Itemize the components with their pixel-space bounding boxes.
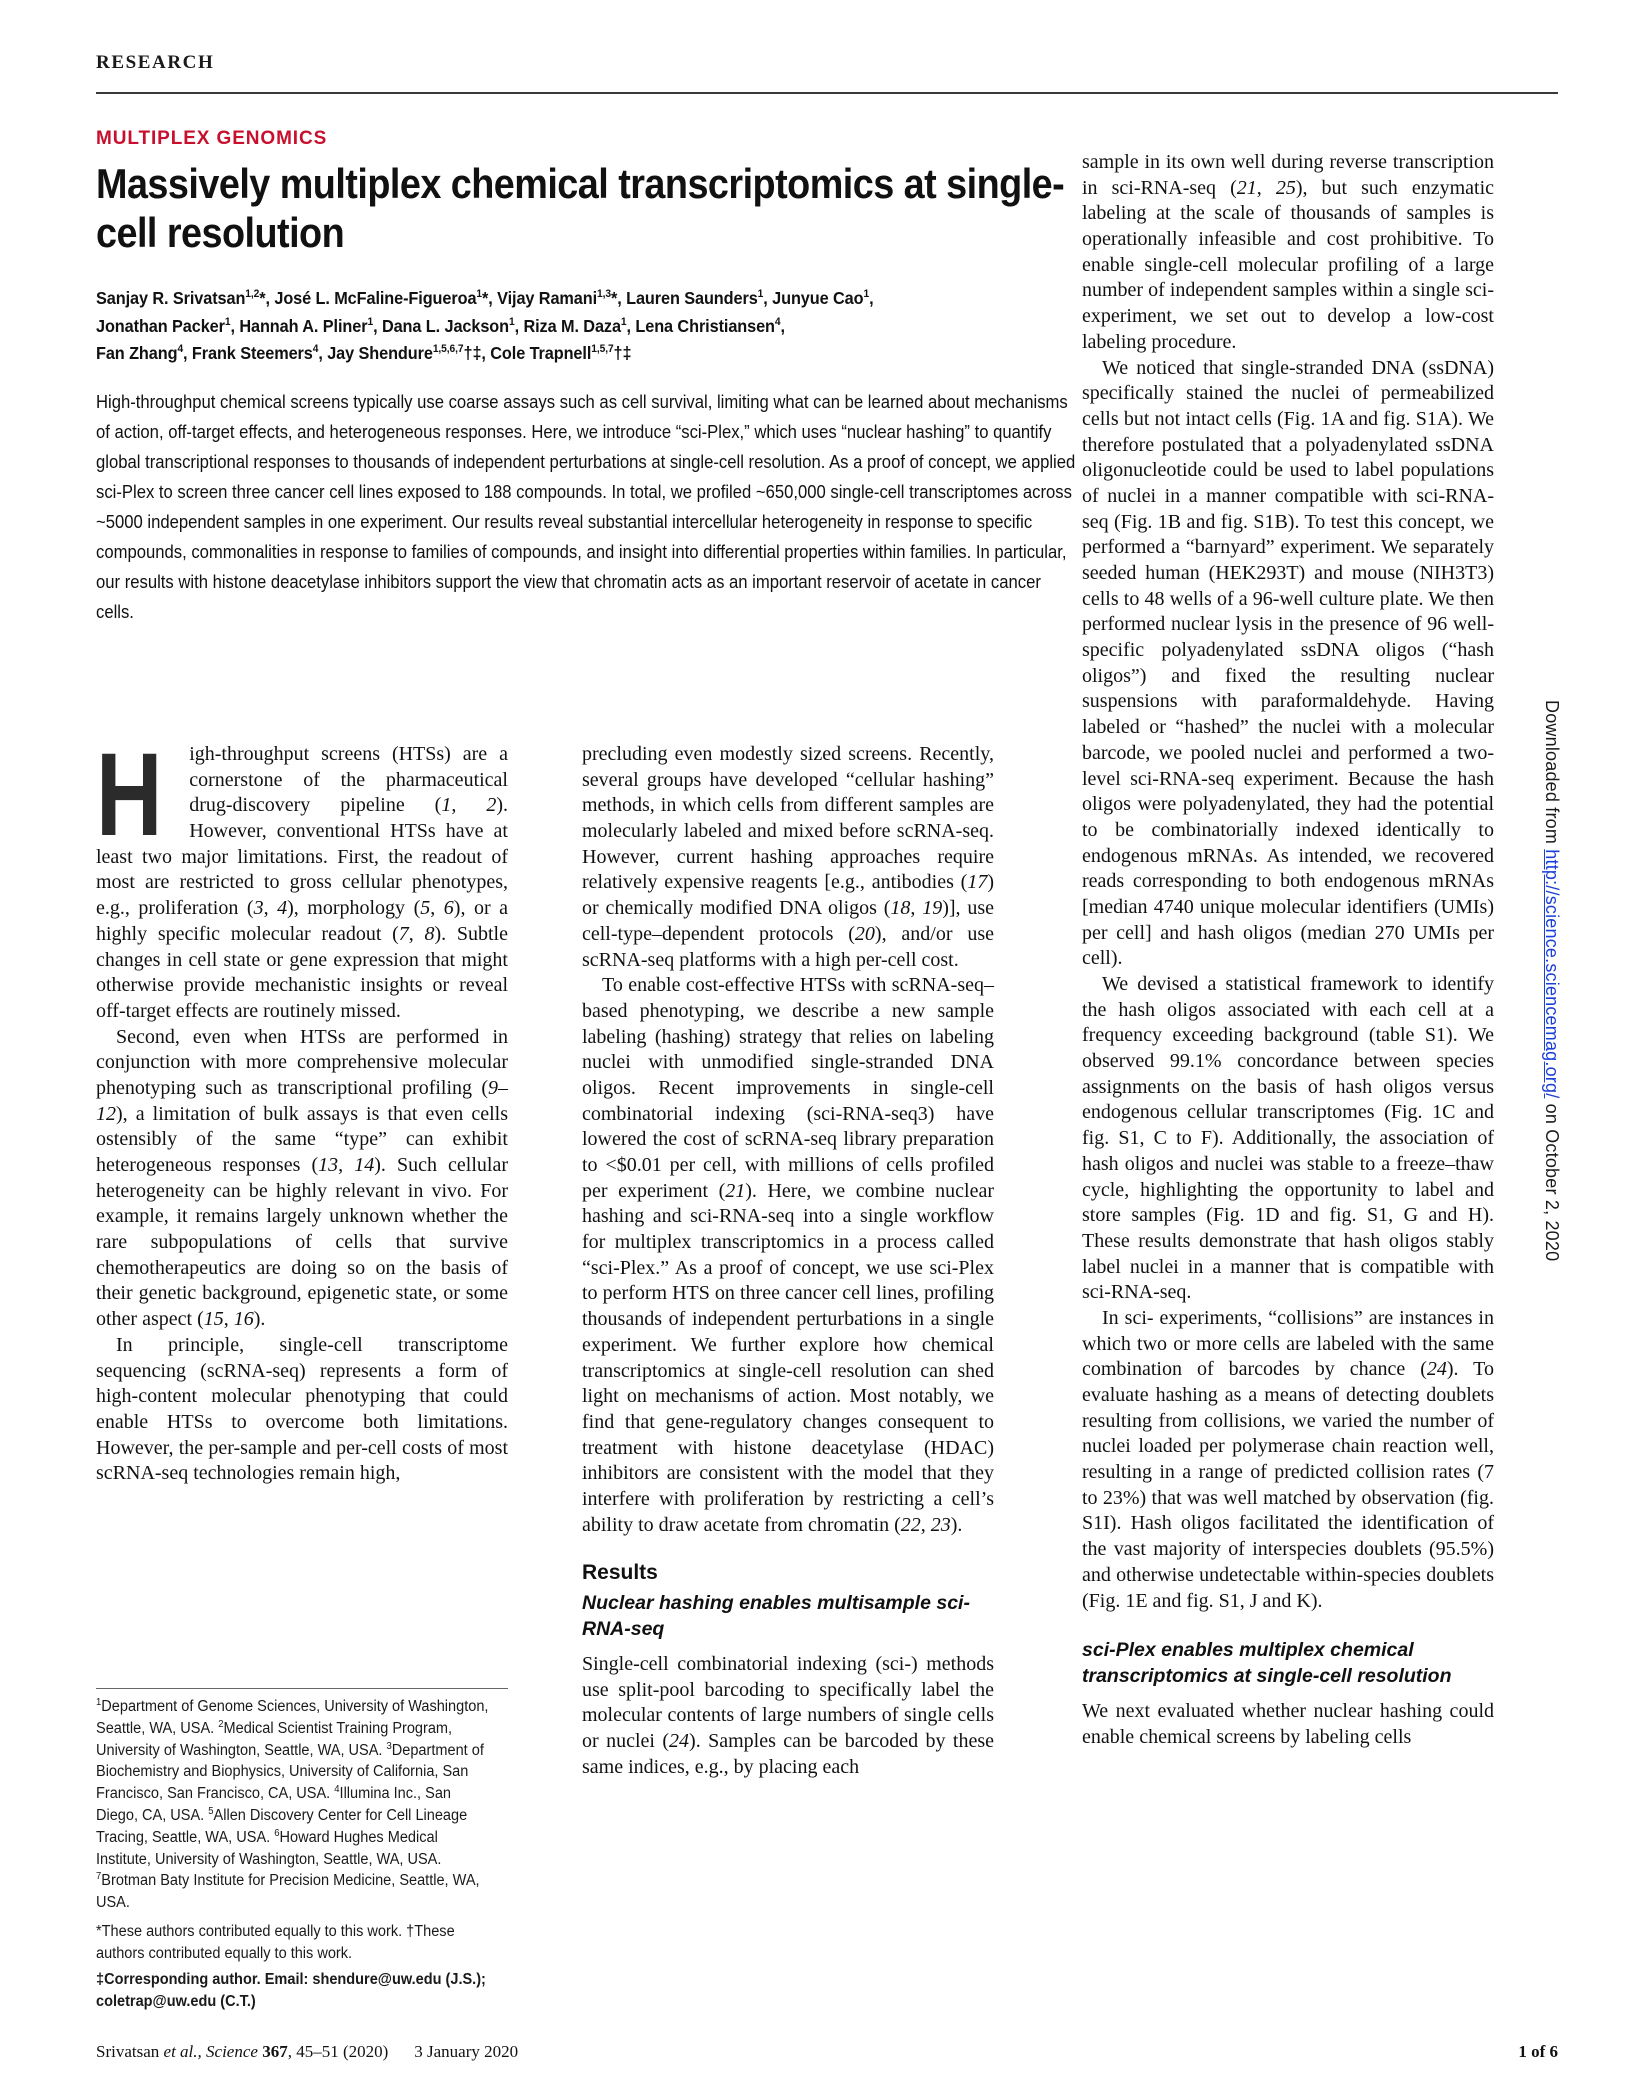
paragraph-text: igh-throughput screens (HTSs) are a cornerstone of the pharmaceutical drug-discovery pipeline (1, 2). However, conventional HTSs have at least two major limitations. First, the readout of most are restricted to gross cellular phenotypes, e.g., proliferation (3, 4), morphology (5, 6), or a highly specific molecular readout (7, 8). Subtle changes in cell state or gene expression that might otherwise provide mechanistic insights or reveal off-target effects are routinely missed. — [96, 743, 509, 1022]
author-list — [96, 285, 1081, 366]
footer-journal: , Science — [197, 2042, 263, 2061]
download-source-strip — [1540, 700, 1580, 1400]
paragraph — [582, 1652, 994, 1780]
paragraph-text: In principle, single-cell transcriptome sequencing (scRNA-seq) represents a form of high-content molecular phenotyping that could enable HTSs to overcome both limitations. However, the per-sample and per-cell costs of most scRNA-seq technologies remain high, — [96, 1333, 508, 1485]
paragraph — [582, 973, 994, 1538]
subsection-heading-sci-plex: sci-Plex enables multiplex chemical transcriptomics at single-cell resolution — [1082, 1639, 1452, 1687]
section-heading-results: Results — [582, 1561, 658, 1585]
download-prefix: Downloaded from — [1542, 700, 1562, 850]
article-header — [96, 128, 1081, 627]
author-line-3: Fan Zhang$^4$, Frank Steemers$^4$, Jay Shendure$^{1,5,6,7}$†‡, Cole Trapnell$^{1,5,7}$†‡ — [96, 342, 632, 363]
affiliation-list: $^1$Department of Genome Sciences, University of Washington, Seattle, WA, USA. $^2$Medical Scientist Training Program, University of Washington, Seattle, WA, USA. $^3$Department of Biochemistry and Biophysics, University of California, San Francisco, San Francisco, CA, USA. $^4$Illumina Inc., San Diego, CA, USA. $^5$Allen Discovery Center for Cell Lineage Tracing, Seattle, WA, USA. $^6$Howard Hughes Medical Institute, University of Washington, Seattle, WA, USA. $^7$Brotman Baty Institute for Precision Medicine, Seattle, WA, USA. — [96, 1697, 489, 1912]
section-category-label: MULTIPLEX GENOMICS — [96, 128, 328, 149]
equal-contribution-note: *These authors contributed equally to this work. †These authors contributed equally to this work. — [96, 1922, 455, 1962]
footer-author: Srivatsan — [96, 2042, 164, 2061]
running-head: RESEARCH — [96, 52, 215, 73]
download-source-text — [1541, 700, 1562, 1261]
page-title: Massively multiplex chemical transcriptomics at single-cell resolution — [96, 160, 1065, 256]
paragraph — [1082, 150, 1494, 356]
paragraph — [1082, 1306, 1494, 1614]
paragraph-text: Single-cell combinatorial indexing (sci-) methods use split-pool barcoding to specifically label the molecular contents of large numbers of single cells or nuclei (24). Samples can be barcoded by these same indices, e.g., by placing each — [582, 1652, 994, 1778]
paragraph — [1082, 356, 1494, 973]
body-column-3 — [1082, 150, 1494, 1990]
paragraph-text: sample in its own well during reverse transcription in sci-RNA-seq (21, 25), but such enzymatic labeling at the scale of thousands of samples is operationally infeasible and cost prohibitive. To enable single-cell molecular profiling of a large number of independent samples within a single sci- experiment, we set out to develop a low-cost labeling procedure. — [1082, 151, 1495, 353]
footer-pages: , 45–51 (2020) — [287, 2042, 389, 2061]
paragraph — [96, 729, 509, 1025]
paragraph-text: precluding even modestly sized screens. Recently, several groups have developed “cellular hashing” methods, in which cells from different samples are molecularly labeled and mixed before scRNA-seq. However, current hashing approaches require relatively expensive reagents [e.g., antibodies (17) or chemically modified DNA oligos (18, 19)], use cell-type–dependent protocols (20), and/or use scRNA-seq platforms with a high per-cell cost. — [582, 743, 995, 971]
footer-etal: et al. — [163, 2042, 198, 2061]
abstract: High-throughput chemical screens typically use coarse assays such as cell survival, limiting what can be learned about mechanisms of action, off-target effects, and heterogeneous responses. Here, we introduce “sci-Plex,” which uses “nuclear hashing” to quantify global transcriptional responses to thousands of independent perturbations at single-cell resolution. As a proof of concept, we applied sci-Plex to screen three cancer cell lines exposed to 188 compounds. In total, we profiled ~650,000 single-cell transcriptomes across ~5000 independent samples in one experiment. Our results reveal substantial intercellular heterogeneity in response to specific compounds, commonalities in response to families of compounds, and insight into differential properties within families. In particular, our results with histone deacetylase inhibitors support the view that chromatin acts as an important reservoir of acetate in cancer cells. — [96, 390, 1076, 622]
subsection-heading-nuclear-hashing: Nuclear hashing enables multisample sci-RNA-seq — [582, 1592, 970, 1640]
paragraph-text: We devised a statistical framework to identify the hash oligos associated with each cell at a frequency exceeding background (table S1). We observed 99.1% concordance between species assignments on the basis of hash oligos versus endogenous cellular transcriptomes (Fig. 1C and fig. S1, C to F). Additionally, the association of hash oligos and nuclei was stable to a freeze–thaw cycle, highlighting the opportunity to label and store samples (Fig. 1D and fig. S1, G and H). These results demonstrate that hash oligos stably label nuclei in a manner that is compatible with sci-RNA-seq. — [1082, 973, 1494, 1304]
body-column-1 — [96, 729, 509, 1622]
paragraph — [1082, 1699, 1494, 1750]
footer-date: 3 January 2020 — [414, 2042, 519, 2061]
paragraph — [582, 742, 994, 973]
drop-cap: H — [96, 729, 163, 861]
affiliations-block — [96, 1696, 493, 2013]
header-divider — [96, 92, 1558, 94]
paragraph-text: In sci- experiments, “collisions” are instances in which two or more cells are labeled with the same combination of barcodes by chance (24). To evaluate hashing as a means of detecting doublets resulting from collisions, we varied the number of nuclei loaded per polymerase chain reaction well, resulting in a range of predicted collision rates (7 to 23%) that was well matched by observation (fig. S1I). Hash oligos facilitated the identification of the vast majority of interspecies doublets (95.5%) and otherwise undetectable within-species doublets (Fig. 1E and fig. S1, J and K). — [1082, 1306, 1494, 1612]
download-suffix: on October 2, 2020 — [1542, 1098, 1562, 1262]
affiliations-divider — [96, 1688, 508, 1689]
paragraph-text: To enable cost-effective HTSs with scRNA-seq–based phenotyping, we describe a new sample labeling (hashing) strategy that relies on labeling nuclei with unmodified single-stranded DNA oligos. Recent improvements in single-cell combinatorial indexing (sci-RNA-seq3) have lowered the cost of scRNA-seq library preparation to <$0.01 per cell, with millions of cells profiled per experiment (21). Here, we combine nuclear hashing and sci-RNA-seq into a single workflow for multiplex transcriptomics in a process called “sci-Plex.” As a proof of concept, we use sci-Plex to perform HTS on three cancer cell lines, profiling thousands of independent perturbations in a single experiment. We further explore how chemical transcriptomics at single-cell resolution can shed light on mechanisms of action. Most notably, we find that gene-regulatory changes consequent to treatment with histone deacetylase (HDAC) inhibitors are consistent with the model that they interfere with proliferation by restricting a cell’s ability to draw acetate from chromatin (22, 23). — [582, 974, 994, 1536]
paragraph — [96, 1025, 508, 1333]
paragraph — [1082, 972, 1494, 1306]
paragraph-text: We noticed that single-stranded DNA (ssDNA) specifically stained the nuclei of permeabilized cells but not intact cells (Fig. 1A and fig. S1A). We therefore postulated that a polyadenylated ssDNA oligonucleotide could be used to label populations of nuclei in a manner compatible with sci-RNA-seq (Fig. 1B and fig. S1B). To test this concept, we performed a “barnyard” experiment. We separately seeded human (HEK293T) and mouse (NIH3T3) cells to 48 wells of a 96-well culture plate. We then performed nuclear lysis in the presence of 96 well-specific polyadenylated ssDNA oligos (“hash oligos”) and fixed the resulting nuclear suspensions with paraformaldehyde. Having labeled or “hashed” the nuclei with a molecular barcode, we pooled nuclei and performed a two-level sci-RNA-seq experiment. Because the hash oligos were polyadenylated, they had the potential to be combinatorially indexed identically to endogenous mRNAs. As intended, we recovered reads corresponding to both endogenous mRNAs [median 4740 unique molecular identifiers (UMIs) per cell] and hash oligos (median 270 UMIs per cell). — [1082, 356, 1494, 970]
paragraph — [96, 1333, 508, 1487]
paragraph-text: We next evaluated whether nuclear hashing could enable chemical screens by labeling cells — [1082, 1699, 1494, 1748]
author-line-2: Jonathan Packer$^1$, Hannah A. Pliner$^1$, Dana L. Jackson$^1$, Riza M. Daza$^1$, Lena Christiansen$^4$, — [96, 315, 785, 336]
corresponding-author-note[interactable]: ‡Corresponding author. Email: shendure@uw.edu (J.S.); coletrap@uw.edu (C.T.) — [96, 1971, 486, 2010]
footer-citation — [96, 2042, 518, 2062]
body-column-2 — [582, 742, 994, 1982]
paragraph-text: Second, even when HTSs are performed in conjunction with more comprehensive molecular phenotyping such as transcriptional profiling (9–12), a limitation of bulk assays is that even cells ostensibly of the same “type” can exhibit heterogeneous responses (13, 14). Such cellular heterogeneity can be highly relevant in vivo. For example, it remains largely unknown whether the rare subpopulations of cells that survive chemotherapeutics are doing so on the basis of their genetic background, epigenetic state, or some other aspect (15, 16). — [96, 1025, 508, 1331]
author-line-1: Sanjay R. Srivatsan$^{1,2}$*, José L. McFaline-Figueroa$^1$*, Vijay Ramani$^{1,3}$*, Lauren Saunders$^1$, Junyue Cao$^1$, — [96, 288, 874, 309]
download-source-link[interactable]: http://science.sciencemag.org/ — [1542, 849, 1562, 1099]
footer-volume: 367 — [262, 2042, 288, 2061]
page-number: 1 of 6 — [1518, 2042, 1558, 2061]
